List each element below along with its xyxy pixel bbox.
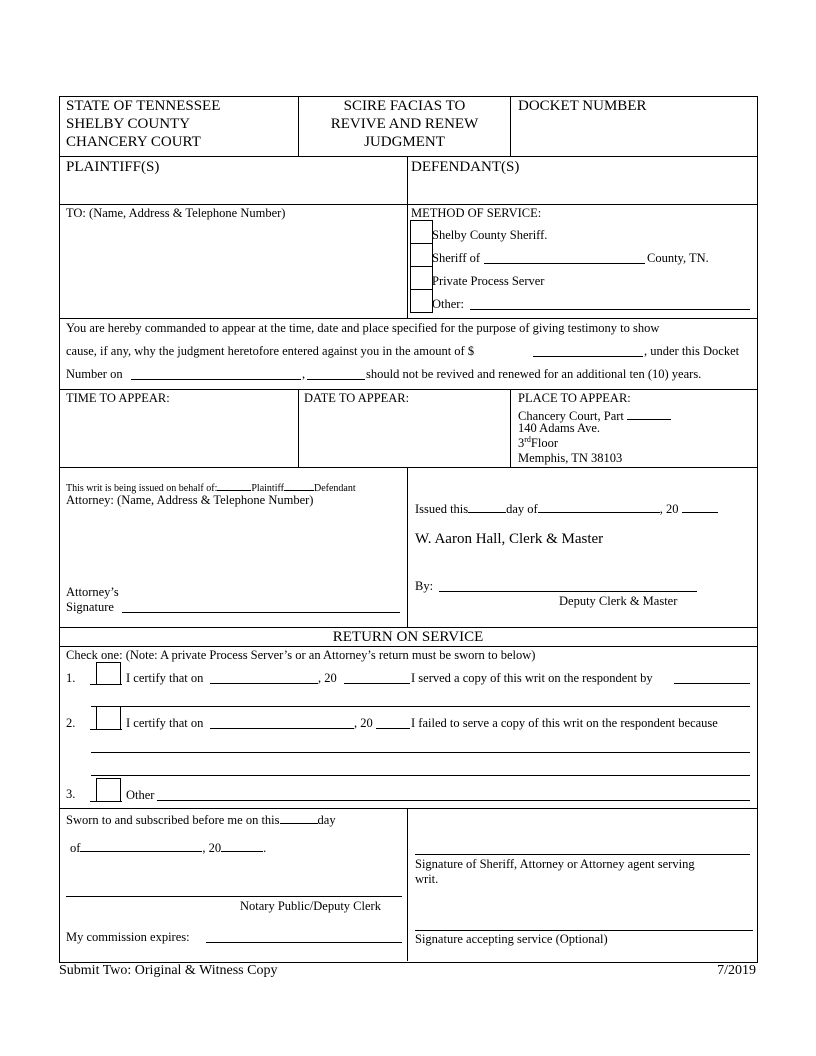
to-label: TO: (Name, Address & Telephone Number) <box>66 206 286 220</box>
method-private-label: Private Process Server <box>432 274 545 288</box>
command-line-3c: should not be revived and renewed for an additional ten (10) years. <box>366 367 702 381</box>
time-to-appear-label: TIME TO APPEAR: <box>66 391 170 405</box>
command-line-3a: Number on <box>66 367 123 381</box>
serving-signature-line[interactable] <box>415 854 750 855</box>
place-city: Memphis, TN 38103 <box>518 451 623 465</box>
method-private-checkbox[interactable] <box>410 266 433 290</box>
parties-divider <box>407 156 408 318</box>
notary-signature-line[interactable] <box>66 896 402 897</box>
option-1-check-line <box>90 684 122 685</box>
sworn-year-blank[interactable] <box>221 838 263 852</box>
sworn-day-blank[interactable] <box>280 810 318 824</box>
notary-label: Notary Public/Deputy Clerk <box>240 899 381 913</box>
method-other-label: Other: <box>432 297 464 311</box>
option-2-text-a: I certify that on <box>126 716 204 730</box>
option-2-year-blank[interactable] <box>376 728 410 729</box>
option-2-reason-line-1[interactable] <box>91 752 750 753</box>
option-2-number: 2. <box>66 716 76 730</box>
option-3-text: Other <box>126 788 155 802</box>
attorney-signature-label-1: Attorney’s <box>66 585 119 599</box>
docket-number-label: DOCKET NUMBER <box>518 98 647 114</box>
option-3-number: 3. <box>66 787 76 801</box>
appear-divider-1 <box>298 389 299 467</box>
return-on-service-title: RETURN ON SERVICE <box>332 629 484 645</box>
serving-signature-label: Signature of Sheriff, Attorney or Attorney agent serving writ. <box>415 857 695 886</box>
by-signature-blank[interactable] <box>439 591 697 592</box>
place-to-appear-label: PLACE TO APPEAR: <box>518 391 631 405</box>
parties-bottom-rule <box>59 204 757 205</box>
method-other-checkbox[interactable] <box>410 289 433 313</box>
commission-label: My commission expires: <box>66 930 190 944</box>
return-bottom-rule <box>59 808 757 809</box>
method-sheriff-of-checkbox[interactable] <box>410 243 433 267</box>
accepting-signature-label: Signature accepting service (Optional) <box>415 932 608 946</box>
attorney-signature-label-2: Signature <box>66 600 114 614</box>
option-1-checkbox[interactable] <box>96 662 121 685</box>
command-line-3b: , <box>302 367 306 381</box>
option-2-text-b: , 20 <box>354 716 373 730</box>
attorney-signature-blank[interactable] <box>122 612 400 613</box>
option-1-year-blank[interactable] <box>344 683 410 684</box>
method-of-service-label: METHOD OF SERVICE: <box>411 206 542 220</box>
option-1-number: 1. <box>66 671 76 685</box>
option-3-check-line <box>90 801 122 802</box>
floor-suffix: rd <box>524 434 531 444</box>
amount-blank[interactable] <box>533 356 643 357</box>
footer-revision-date: 7/2019 <box>717 963 756 978</box>
option-2-checkbox[interactable] <box>96 706 121 730</box>
command-line-2a: cause, if any, why the judgment heretofore entered against you in the amount of $ <box>66 344 475 358</box>
issued-day-blank[interactable] <box>468 499 506 513</box>
option-2-reason-line-2[interactable] <box>91 775 750 776</box>
issued-line: Issued this day of , 20 <box>415 499 718 517</box>
behalf-defendant-blank[interactable] <box>284 481 314 491</box>
behalf-line: This writ is being issued on behalf of: Plaintiff Defendant <box>66 483 356 494</box>
command-line-2b: , under this Docket <box>644 344 740 358</box>
method-county-tn-label: County, TN. <box>647 251 709 265</box>
plaintiff-label: PLAINTIFF(S) <box>66 159 160 175</box>
method-shelby-checkbox[interactable] <box>410 220 433 244</box>
method-other-blank[interactable] <box>470 309 750 310</box>
court-part-blank[interactable] <box>627 406 671 420</box>
option-3-other-blank[interactable] <box>157 800 750 801</box>
attorney-divider <box>407 467 408 627</box>
option-1-text-b: , 20 <box>318 671 337 685</box>
to-bottom-rule <box>59 318 757 319</box>
option-1-method-blank[interactable] <box>674 683 750 684</box>
method-sheriff-of-label: Sheriff of <box>432 251 481 265</box>
defendant-label: DEFENDANT(S) <box>411 159 520 175</box>
place-street: 140 Adams Ave. <box>518 421 601 435</box>
option-2-check-line <box>90 729 122 730</box>
check-one-note: Check one: (Note: A private Process Server’s or an Attorney’s return must be sworn to below) <box>66 648 536 662</box>
header-bottom-rule <box>59 156 757 157</box>
option-1-continuation-line[interactable] <box>91 706 750 707</box>
form-title: SCIRE FACIAS TO REVIVE AND RENEW JUDGMENT <box>330 98 479 150</box>
number-on-year-blank[interactable] <box>307 379 365 380</box>
sworn-month-blank[interactable] <box>80 838 202 852</box>
number-on-date-blank[interactable] <box>131 379 301 380</box>
clerk-name: W. Aaron Hall, Clerk & Master <box>415 531 604 547</box>
form-border <box>59 96 758 963</box>
sworn-line-1: Sworn to and subscribed before me on this day <box>66 810 336 828</box>
sheriff-county-blank[interactable] <box>484 263 645 264</box>
issued-year-blank[interactable] <box>682 499 718 513</box>
option-2-text-c: I failed to serve a copy of this writ on the respondent because <box>411 716 718 730</box>
place-floor: 3rdFloor <box>518 434 559 450</box>
accepting-signature-line[interactable] <box>415 930 753 931</box>
option-2-date-blank[interactable] <box>210 728 354 729</box>
sworn-line-2: of , 20 . <box>70 838 266 856</box>
issued-month-blank[interactable] <box>538 499 660 513</box>
command-bottom-rule <box>59 389 757 390</box>
place-court-part: Chancery Court, Part <box>518 406 671 424</box>
commission-blank[interactable] <box>206 942 402 943</box>
state-heading: STATE OF TENNESSEE SHELBY COUNTY CHANCERY COURT <box>66 98 221 150</box>
appear-bottom-rule <box>59 467 757 468</box>
option-1-text-c: I served a copy of this writ on the respondent by <box>411 671 653 685</box>
deputy-clerk-label: Deputy Clerk & Master <box>559 594 678 608</box>
by-label: By: <box>415 579 434 593</box>
appear-divider-2 <box>510 389 511 467</box>
option-1-date-blank[interactable] <box>210 683 318 684</box>
attorney-label: Attorney: (Name, Address & Telephone Number) <box>66 493 314 507</box>
command-line-1: You are hereby commanded to appear at the time, date and place specified for the purpose of giving testimony to show <box>66 321 660 335</box>
date-to-appear-label: DATE TO APPEAR: <box>304 391 410 405</box>
behalf-plaintiff-blank[interactable] <box>217 481 251 491</box>
return-title-rule <box>59 646 757 647</box>
option-1-text-a: I certify that on <box>126 671 204 685</box>
header-divider-2 <box>510 96 511 156</box>
sworn-divider <box>407 808 408 961</box>
method-shelby-label: Shelby County Sheriff. <box>432 228 548 242</box>
option-3-checkbox[interactable] <box>96 778 121 802</box>
footer-submit-note: Submit Two: Original & Witness Copy <box>59 963 278 978</box>
